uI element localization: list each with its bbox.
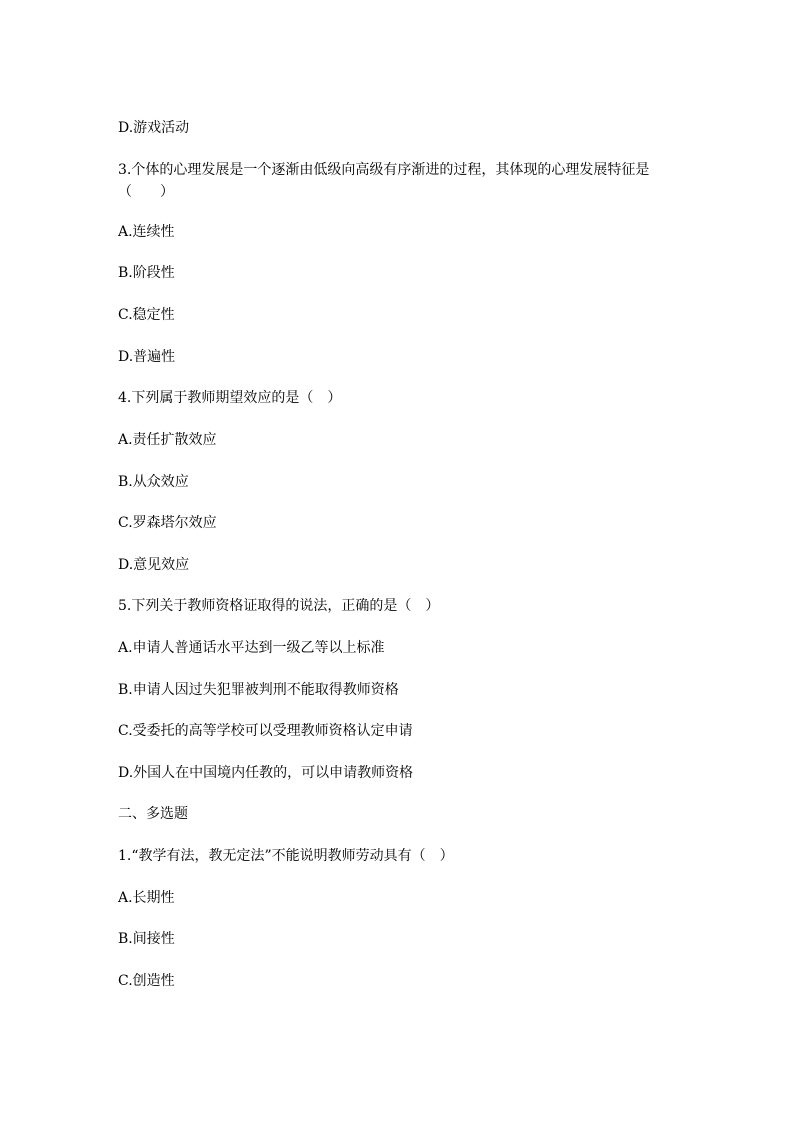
question-3-option-a: A.连续性: [118, 224, 175, 240]
question-3-option-b: B.阶段性: [118, 265, 175, 281]
multi-question-1-stem: 1.“教学有法，教无定法”不能说明教师劳动具有（ ）: [118, 848, 454, 864]
question-4-option-b: B.从众效应: [118, 474, 189, 490]
question-5-option-a: A.申请人普通话水平达到一级乙等以上标准: [118, 640, 385, 656]
multi-question-1-option-a: A.长期性: [118, 890, 175, 906]
multi-question-1-option-c: C.创造性: [118, 973, 175, 989]
multi-question-1-option-b: B.间接性: [118, 931, 175, 947]
question-3-stem: 3.个体的心理发展是一个逐渐由低级向高级有序渐进的过程，其体现的心理发展特征是（ ）: [118, 162, 650, 200]
question-4-option-a: A.责任扩散效应: [118, 432, 217, 448]
question-5-option-b: B.申请人因过失犯罪被判刑不能取得教师资格: [118, 682, 399, 698]
question-4-option-c: C.罗森塔尔效应: [118, 515, 217, 531]
question-5-option-d: D.外国人在中国境内任教的，可以申请教师资格: [118, 765, 414, 781]
question-5-option-c: C.受委托的高等学校可以受理教师资格认定申请: [118, 723, 413, 739]
question-4-option-d: D.意见效应: [118, 557, 190, 573]
question-3-option-c: C.稳定性: [118, 307, 175, 323]
question-5-stem: 5.下列关于教师资格证取得的说法，正确的是（ ）: [118, 598, 440, 614]
prev-question-option-d: D.游戏活动: [118, 120, 190, 136]
question-3-option-d: D.普遍性: [118, 349, 176, 365]
section-heading-multiple-choice: 二、多选题: [118, 806, 188, 822]
question-4-stem: 4.下列属于教师期望效应的是（ ）: [118, 390, 342, 406]
